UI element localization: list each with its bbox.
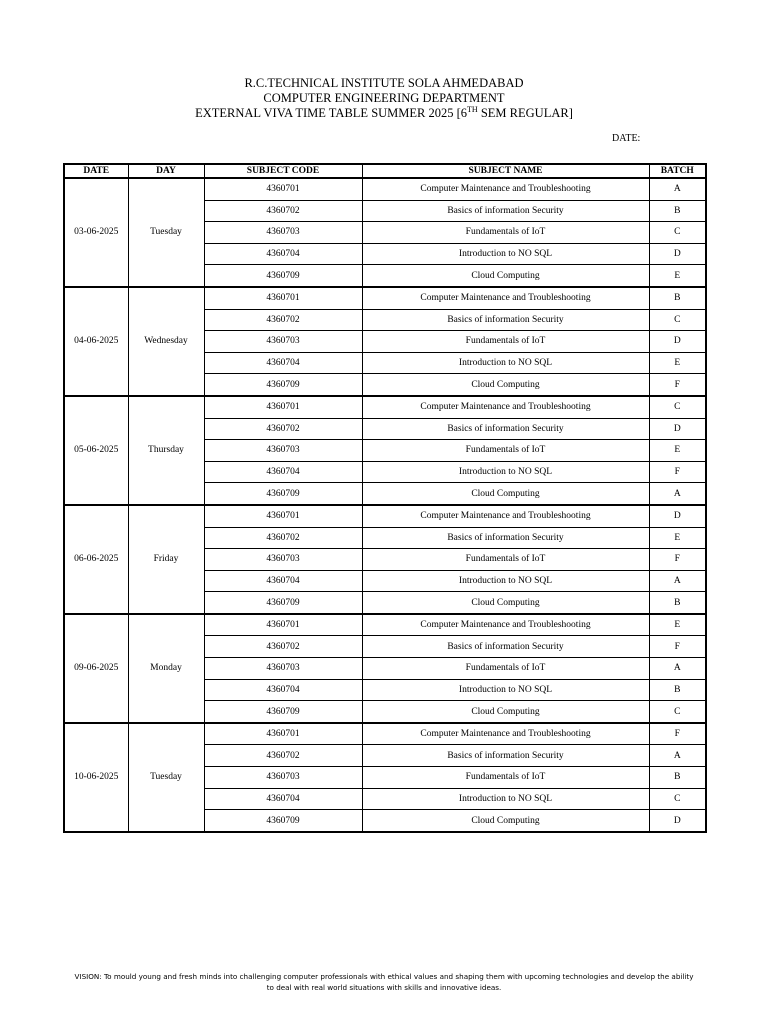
subject-code-cell: 4360702 [204,418,362,440]
batch-cell: D [649,505,706,527]
subject-name-cell: Introduction to NO SQL [362,788,649,810]
subject-code-cell: 4360709 [204,592,362,614]
batch-cell: E [649,352,706,374]
date-label: DATE: [612,133,641,144]
subject-name-cell: Cloud Computing [362,701,649,723]
subject-code-cell: 4360709 [204,483,362,505]
document-header [0,76,768,121]
subject-name-cell: Introduction to NO SQL [362,461,649,483]
subject-name-cell: Computer Maintenance and Troubleshooting [362,505,649,527]
title-superscript: TH [467,105,478,114]
day-cell: Tuesday [128,178,204,287]
table-row [64,396,706,418]
subject-code-cell: 4360702 [204,309,362,331]
subject-name-cell: Cloud Computing [362,265,649,287]
day-cell: Friday [128,505,204,614]
subject-name-cell: Basics of information Security [362,418,649,440]
institute-name: R.C.TECHNICAL INSTITUTE SOLA AHMEDABAD [244,76,524,90]
day-group [64,287,706,396]
subject-name-cell: Basics of information Security [362,200,649,222]
subject-name-cell: Fundamentals of IoT [362,222,649,244]
subject-name-cell: Basics of information Security [362,636,649,658]
subject-code-cell: 4360701 [204,723,362,745]
subject-code-cell: 4360701 [204,505,362,527]
subject-code-cell: 4360702 [204,200,362,222]
batch-cell: B [649,592,706,614]
batch-cell: D [649,418,706,440]
subject-name-cell: Basics of information Security [362,745,649,767]
day-group [64,505,706,614]
subject-code-cell: 4360703 [204,331,362,353]
day-cell: Monday [128,614,204,723]
date-cell: 10-06-2025 [64,723,128,832]
batch-cell: F [649,636,706,658]
subject-code-cell: 4360702 [204,527,362,549]
column-header-subject-name: SUBJECT NAME [362,164,649,178]
batch-cell: A [649,178,706,200]
table-header [64,164,706,178]
subject-code-cell: 4360704 [204,243,362,265]
subject-name-cell: Introduction to NO SQL [362,352,649,374]
department-name: COMPUTER ENGINEERING DEPARTMENT [263,91,505,105]
subject-code-cell: 4360703 [204,222,362,244]
subject-code-cell: 4360703 [204,767,362,789]
batch-cell: E [649,265,706,287]
subject-name-cell: Cloud Computing [362,810,649,832]
batch-cell: C [649,701,706,723]
subject-name-cell: Fundamentals of IoT [362,549,649,571]
table-row [64,614,706,636]
subject-name-cell: Computer Maintenance and Troubleshooting [362,287,649,309]
subject-name-cell: Computer Maintenance and Troubleshooting [362,614,649,636]
subject-name-cell: Computer Maintenance and Troubleshooting [362,723,649,745]
vision-line-1: VISION: To mould young and fresh minds into challenging computer professionals with ethical values and shaping them with upcoming technologies and develop the ability [74,972,694,981]
table-row [64,505,706,527]
date-cell: 03-06-2025 [64,178,128,287]
date-cell: 05-06-2025 [64,396,128,505]
day-cell: Wednesday [128,287,204,396]
batch-cell: F [649,374,706,396]
subject-code-cell: 4360701 [204,178,362,200]
viva-timetable [63,163,707,833]
subject-code-cell: 4360709 [204,265,362,287]
subject-code-cell: 4360709 [204,374,362,396]
batch-cell: C [649,222,706,244]
subject-name-cell: Computer Maintenance and Troubleshooting [362,178,649,200]
title-prefix: EXTERNAL VIVA TIME TABLE SUMMER 2025 [6 [195,106,468,120]
batch-cell: E [649,527,706,549]
subject-code-cell: 4360709 [204,810,362,832]
subject-name-cell: Cloud Computing [362,592,649,614]
batch-cell: A [649,658,706,680]
column-header-subject-code: SUBJECT CODE [204,164,362,178]
batch-cell: A [649,483,706,505]
date-cell: 04-06-2025 [64,287,128,396]
subject-code-cell: 4360703 [204,440,362,462]
batch-cell: C [649,309,706,331]
batch-cell: A [649,745,706,767]
subject-name-cell: Basics of information Security [362,527,649,549]
subject-name-cell: Cloud Computing [362,483,649,505]
batch-cell: B [649,200,706,222]
subject-code-cell: 4360703 [204,658,362,680]
table-row [64,723,706,745]
batch-cell: E [649,440,706,462]
batch-cell: B [649,287,706,309]
subject-code-cell: 4360702 [204,636,362,658]
day-group [64,723,706,832]
subject-name-cell: Introduction to NO SQL [362,679,649,701]
subject-code-cell: 4360701 [204,287,362,309]
column-header-day: DAY [128,164,204,178]
batch-cell: F [649,723,706,745]
subject-name-cell: Fundamentals of IoT [362,658,649,680]
column-header-date: DATE [64,164,128,178]
subject-name-cell: Fundamentals of IoT [362,767,649,789]
subject-name-cell: Fundamentals of IoT [362,440,649,462]
subject-name-cell: Basics of information Security [362,309,649,331]
subject-name-cell: Computer Maintenance and Troubleshooting [362,396,649,418]
batch-cell: C [649,788,706,810]
subject-code-cell: 4360702 [204,745,362,767]
day-cell: Tuesday [128,723,204,832]
batch-cell: D [649,810,706,832]
day-group [64,396,706,505]
batch-cell: C [649,396,706,418]
day-group [64,178,706,287]
title-suffix: SEM REGULAR] [477,106,573,120]
subject-code-cell: 4360701 [204,396,362,418]
subject-code-cell: 4360704 [204,788,362,810]
day-group [64,614,706,723]
subject-code-cell: 4360704 [204,679,362,701]
subject-name-cell: Introduction to NO SQL [362,243,649,265]
subject-name-cell: Fundamentals of IoT [362,331,649,353]
vision-line-2: to deal with real world situations with skills and innovative ideas. [266,983,502,992]
subject-name-cell: Introduction to NO SQL [362,570,649,592]
column-header-batch: BATCH [649,164,706,178]
timetable-title [0,106,768,121]
table-row [64,178,706,200]
subject-code-cell: 4360701 [204,614,362,636]
batch-cell: E [649,614,706,636]
header-row [64,164,706,178]
batch-cell: B [649,679,706,701]
batch-cell: F [649,549,706,571]
subject-code-cell: 4360704 [204,461,362,483]
day-cell: Thursday [128,396,204,505]
date-cell: 06-06-2025 [64,505,128,614]
date-cell: 09-06-2025 [64,614,128,723]
subject-code-cell: 4360704 [204,352,362,374]
subject-name-cell: Cloud Computing [362,374,649,396]
batch-cell: F [649,461,706,483]
batch-cell: B [649,767,706,789]
vision-statement [60,971,708,993]
table-row [64,287,706,309]
batch-cell: A [649,570,706,592]
batch-cell: D [649,331,706,353]
subject-code-cell: 4360704 [204,570,362,592]
subject-code-cell: 4360703 [204,549,362,571]
subject-code-cell: 4360709 [204,701,362,723]
batch-cell: D [649,243,706,265]
